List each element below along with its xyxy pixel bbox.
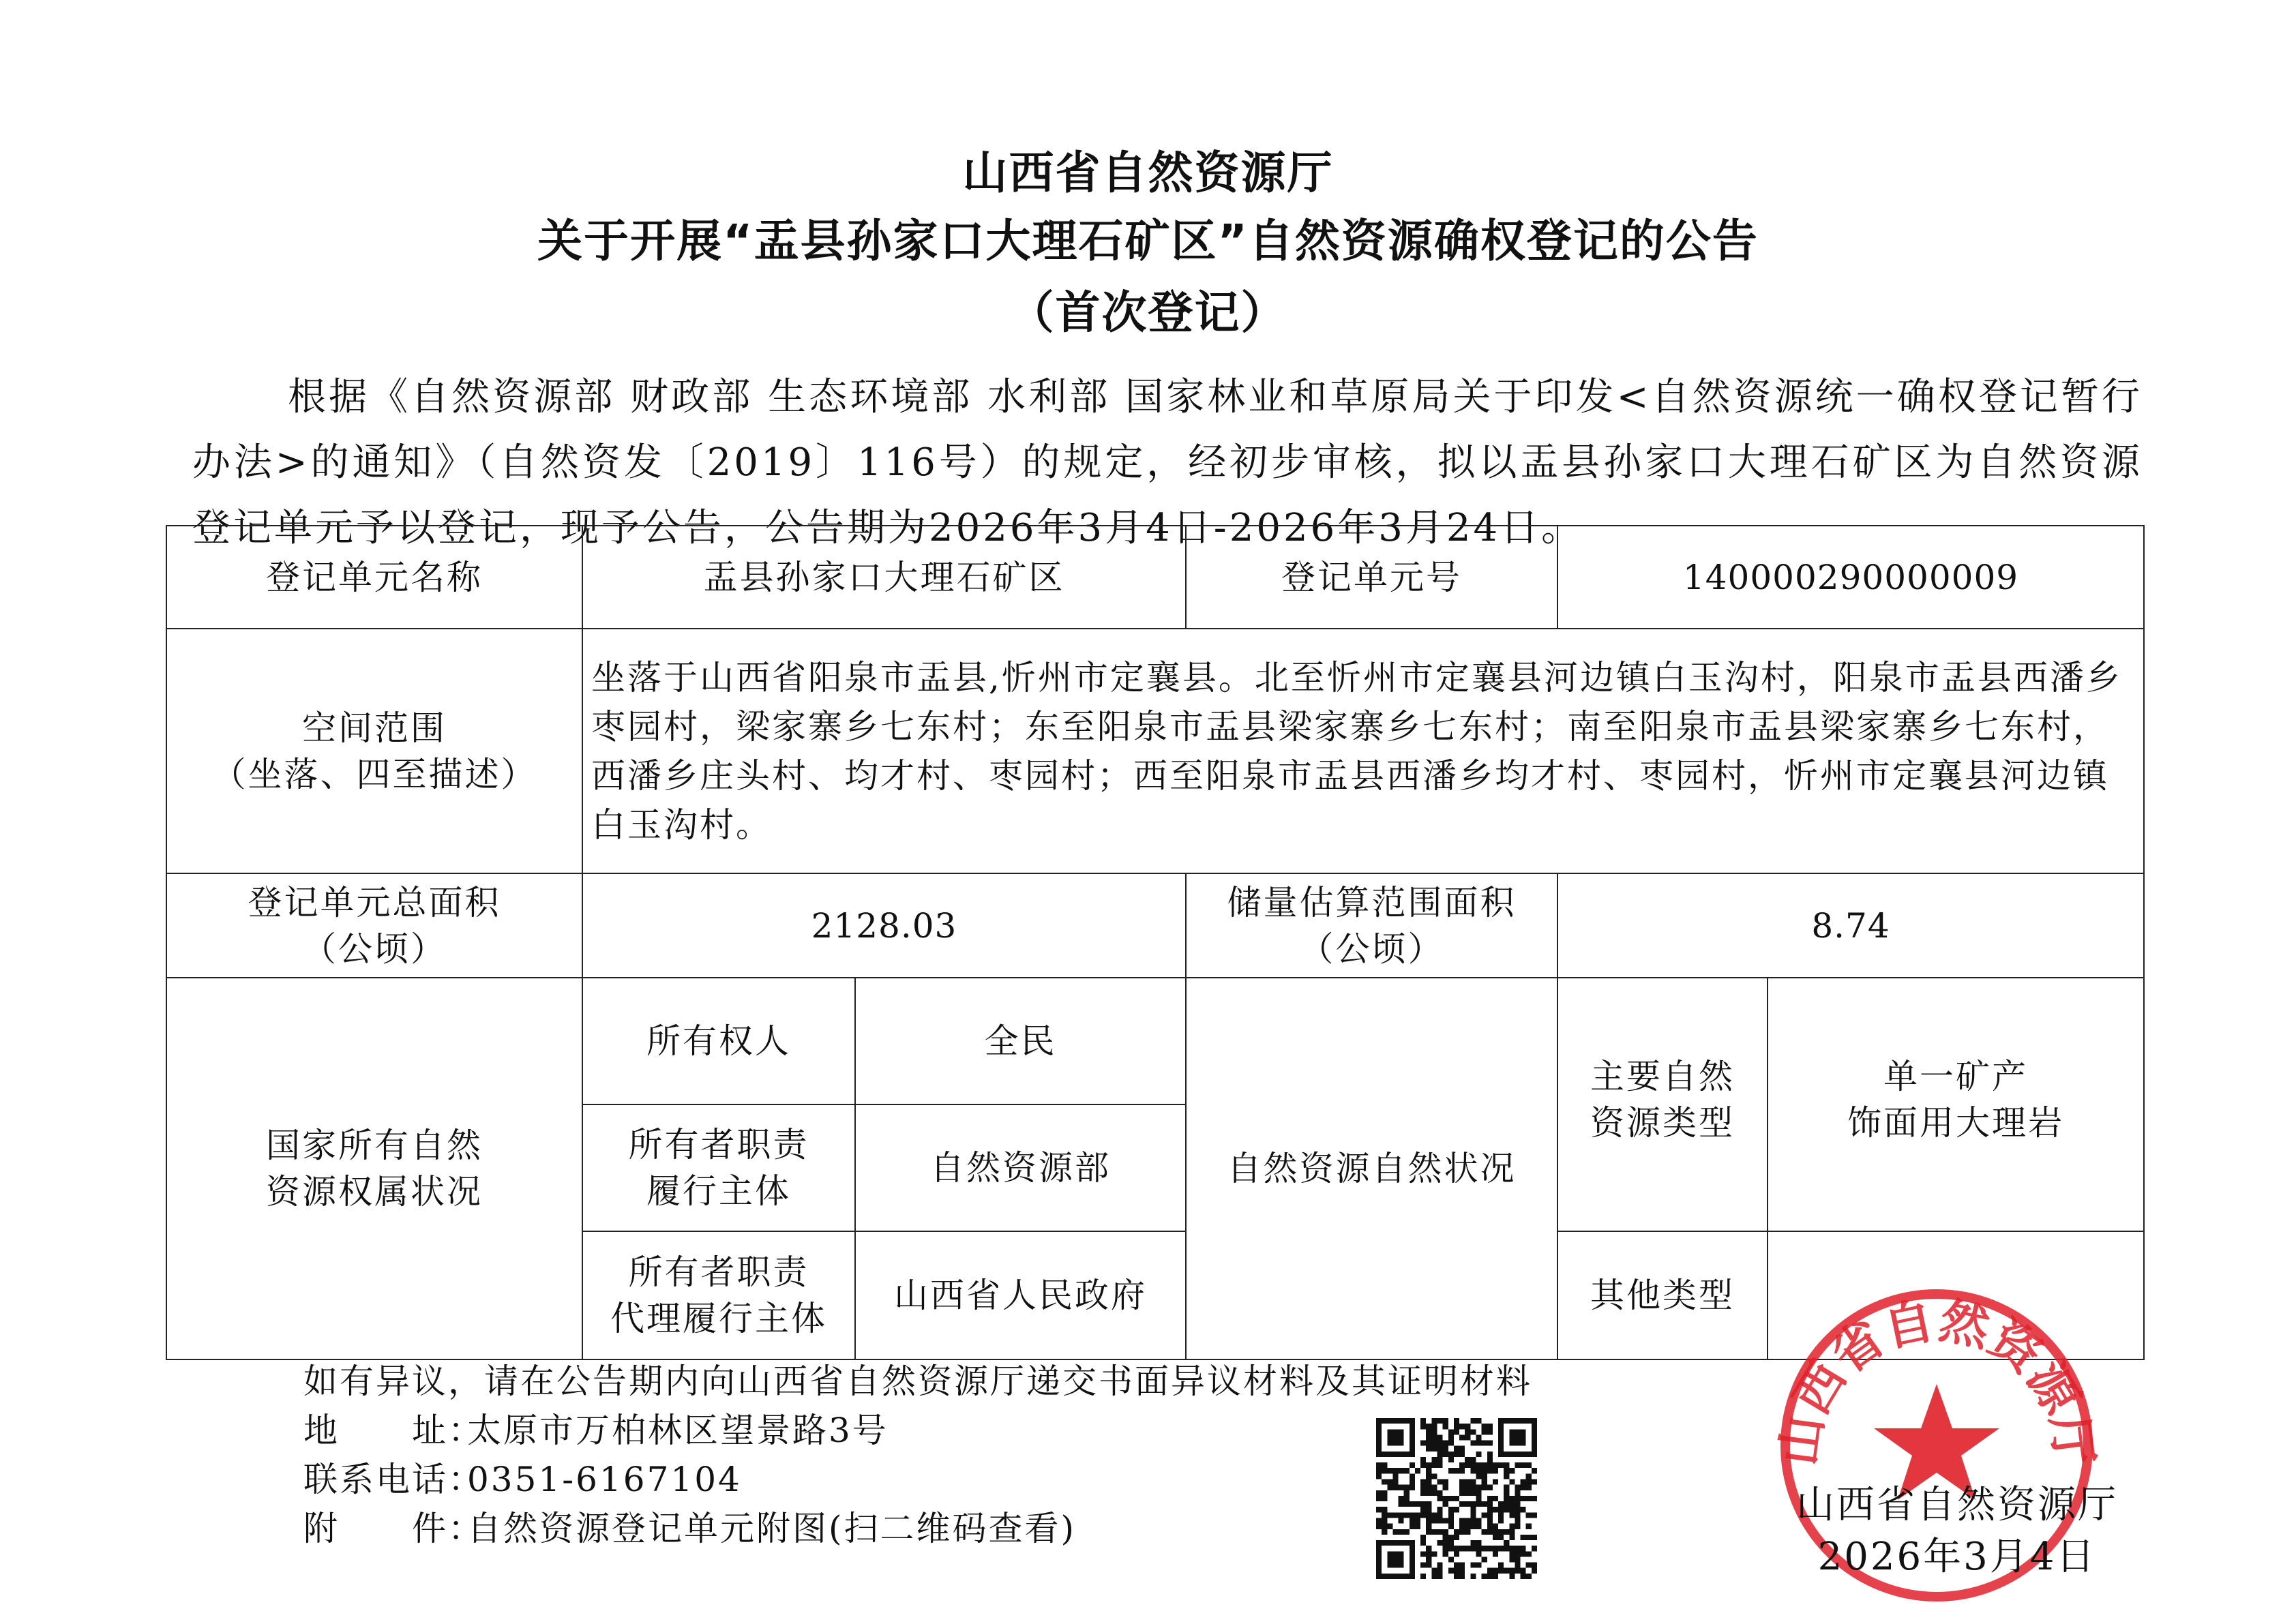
objection-text: 如有异议，请在公告期内向山西省自然资源厅递交书面异议材料及其证明材料 (303, 1362, 1532, 1401)
reserve-area-value: 8.74 (1557, 873, 2144, 978)
unit-no-label: 登记单元号 (1186, 526, 1557, 629)
natural-status-label: 自然资源自然状况 (1186, 978, 1557, 1359)
owner-label: 所有权人 (582, 978, 855, 1104)
phone-label: 联系电话： (303, 1460, 484, 1499)
address-value: 太原市万柏林区望景路3号 (467, 1411, 889, 1450)
phone-value: 0351-6167104 (467, 1460, 742, 1499)
attachment-label: 附 件： (303, 1509, 484, 1548)
space-label (166, 629, 582, 873)
ownership-label-line2: 资源权属状况 (266, 1172, 483, 1212)
duty-label (582, 1104, 855, 1231)
agent-label-line1: 所有者职责 (628, 1252, 809, 1292)
notice-title-line2: 关于开展“盂县孙家口大理石矿区”自然资源确权登记的公告 (537, 215, 1759, 267)
agent-label-line2: 代理履行主体 (610, 1299, 827, 1338)
notice-title-line3: （首次登记） (1009, 286, 1287, 339)
owner-value: 全民 (855, 978, 1186, 1104)
qr-code-icon[interactable] (1376, 1418, 1537, 1579)
signature-org: 山西省自然资源厅 (1796, 1483, 2118, 1527)
total-area-label (166, 873, 582, 978)
unit-name-label: 登记单元名称 (166, 526, 582, 629)
main-type-label-line2: 资源类型 (1590, 1103, 1735, 1143)
unit-name-value: 盂县孙家口大理石矿区 (582, 526, 1186, 629)
duty-label-line2: 履行主体 (646, 1171, 791, 1211)
total-area-value: 2128.03 (582, 873, 1186, 978)
notice-title-line1: 山西省自然资源厅 (962, 147, 1334, 199)
duty-value: 自然资源部 (855, 1104, 1186, 1231)
address-row (303, 1406, 1532, 1455)
total-area-label-line1: 登记单元总面积 (248, 882, 501, 922)
attachment-value: 自然资源登记单元附图(扫二维码查看) (467, 1509, 1077, 1548)
phone-row (303, 1455, 1532, 1504)
agent-label (582, 1231, 855, 1359)
agent-value: 山西省人民政府 (855, 1231, 1186, 1359)
reserve-area-label (1186, 873, 1557, 978)
reserve-area-label-line1: 储量估算范围面积 (1227, 882, 1517, 922)
unit-no-value: 140000290000009 (1557, 526, 2144, 629)
main-type-value-line1: 单一矿产 (1883, 1057, 2028, 1096)
intro-paragraph: 根据《自然资源部 财政部 生态环境部 水利部 国家林业和草原局关于印发<自然资源统一确权登记暂行办法>的通知》（自然资发〔2019〕116号）的规定，经初步审核，拟以盂县孙家口大理石矿区为自然资源登记单元予以登记，现予公告，公告期为2026年3月4日-2026年3月24日。 (192, 375, 2143, 550)
main-type-label (1557, 978, 1768, 1231)
other-type-label: 其他类型 (1557, 1231, 1768, 1359)
total-area-label-line2: （公顷） (302, 929, 447, 969)
attachment-row (303, 1504, 1532, 1553)
space-label-line1: 空间范围 (302, 708, 447, 748)
ownership-label-line1: 国家所有自然 (266, 1126, 483, 1165)
space-label-line2: （坐落、四至描述） (211, 754, 537, 794)
address-label: 地 址： (303, 1411, 484, 1450)
ownership-label (166, 978, 582, 1359)
space-value: 坐落于山西省阳泉市盂县,忻州市定襄县。北至忻州市定襄县河边镇白玉沟村，阳泉市盂县西潘乡枣园村，梁家寨乡七东村；东至阳泉市盂县梁家寨乡七东村；南至阳泉市盂县梁家寨乡七东村，西潘乡庄头村、均才村、枣园村；西至阳泉市盂县西潘乡均才村、枣园村，忻州市定襄县河边镇白玉沟村。 (582, 629, 2144, 873)
signature-block (1766, 1479, 2148, 1583)
seal-text: 山西省自然资源厅 (1770, 1291, 2104, 1469)
contact-info (303, 1357, 1532, 1553)
main-type-value (1768, 978, 2144, 1231)
registration-table (166, 525, 2145, 1360)
reserve-area-label-line2: （公顷） (1299, 929, 1444, 969)
duty-label-line1: 所有者职责 (628, 1125, 809, 1164)
signature-date: 2026年3月4日 (1817, 1535, 2097, 1579)
main-type-label-line1: 主要自然 (1590, 1057, 1735, 1096)
main-type-value-line2: 饰面用大理岩 (1847, 1103, 2064, 1143)
